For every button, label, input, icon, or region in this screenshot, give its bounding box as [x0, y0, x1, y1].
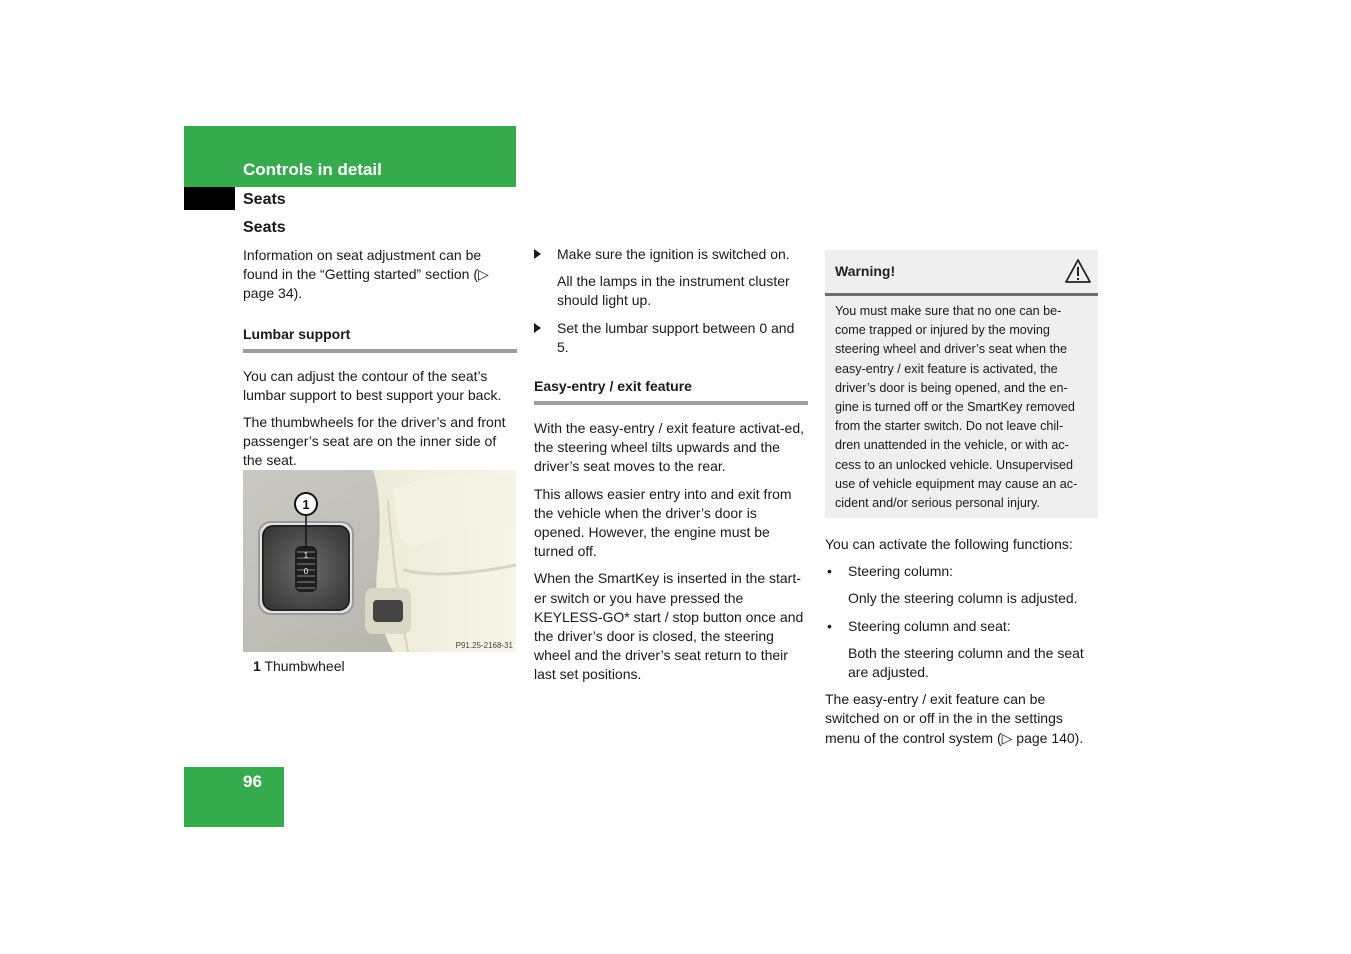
bullet-dot-icon: •: [827, 617, 832, 634]
wheel-mark-bottom: 0: [303, 567, 309, 576]
section-title: Seats: [243, 191, 286, 208]
lumbar-paragraph-1: You can adjust the contour of the seat’s lumbar support to best support your back.: [243, 367, 502, 403]
bullet-dot-icon: •: [827, 563, 832, 580]
step-lumbar-text: Set the lumbar support between 0 and 5.: [557, 319, 795, 355]
warning-text: You must make sure that no one can be-come trapped or injured by the moving steering wheel and driver’s seat when the easy-entry / exit feature is activated, the driver’s door is being opened, and the en-gine is turned off or the SmartKey removed from the starter switch. Do not leave chil-dren unattended in the vehicle, or with ac-cess to an unlocked vehicle. Unsupervised use of vehicle equipment may cause an ac-cident and/or serious personal injury.: [835, 304, 1078, 511]
closing-paragraph: The easy-entry / exit feature can be switched on or off in the in the settings menu of the control system (▷ page 140).: [825, 691, 1084, 746]
step-ignition-note: All the lamps in the instrument cluster should light up.: [557, 273, 790, 309]
column-1: [243, 218, 517, 471]
function-2-description: Both the steering column and the seat are adjusted.: [848, 644, 1084, 681]
step-ignition-text: Make sure the ignition is switched on.: [557, 246, 790, 262]
page-number: 96: [243, 772, 262, 791]
function-1-label: Steering column:: [848, 563, 954, 580]
warning-title: Warning!: [835, 263, 896, 279]
figure-callout-number: 1: [302, 497, 310, 512]
wheel-mark-top: 1: [303, 551, 309, 560]
function-1-description: Only the steering column is adjusted.: [848, 590, 1078, 607]
thumbwheel-photo: [243, 470, 516, 652]
lumbar-support-heading: Lumbar support: [243, 325, 517, 353]
page-title: Seats: [243, 219, 286, 236]
figure-code: P91.25-2168-31: [455, 641, 513, 650]
easy-entry-paragraph-1: With the easy-entry / exit feature activat-ed, the steering wheel tilts upwards and the driver’s seat moves to the rear.: [534, 420, 805, 475]
function-item-steering-column: [825, 562, 1099, 581]
section-marker: [184, 187, 235, 210]
warning-header: [825, 250, 1098, 296]
easy-entry-paragraph-3: When the SmartKey is inserted in the start-er switch or you have pressed the KEYLESS-GO* start / stop button once and the driver’s door is closed, the steering wheel and the driver’s seat return to their last set positions.: [534, 570, 804, 683]
arrow-bullet-icon: [534, 323, 541, 333]
function-item-steering-column-and-seat: [825, 617, 1099, 636]
functions-intro: You can activate the following functions:: [825, 536, 1073, 552]
chapter-title: Controls in detail: [243, 160, 382, 179]
warning-triangle-icon: [1064, 258, 1092, 284]
step-lumbar: [534, 319, 808, 357]
figure-caption: [253, 657, 345, 676]
function-2-label: Steering column and seat:: [848, 617, 1011, 634]
warning-box: [825, 250, 1098, 518]
easy-entry-paragraph-2: This allows easier entry into and exit from the vehicle when the driver’s door is opened. However, the engine must be turned off.: [534, 485, 792, 560]
arrow-bullet-icon: [534, 249, 541, 259]
step-ignition: [534, 245, 808, 264]
intro-paragraph: Information on seat adjustment can be found in the “Getting started” section (▷ page 34).: [243, 247, 489, 302]
lumbar-paragraph-2: The thumbwheels for the driver’s and front passenger’s seat are on the inner side of the seat.: [243, 414, 506, 469]
page-number-band: [184, 767, 284, 827]
caption-text: Thumbwheel: [264, 658, 345, 674]
easy-entry-heading: Easy-entry / exit feature: [534, 377, 808, 405]
column-3: [825, 535, 1099, 748]
caption-number: 1: [253, 658, 261, 674]
column-2: [534, 245, 808, 685]
